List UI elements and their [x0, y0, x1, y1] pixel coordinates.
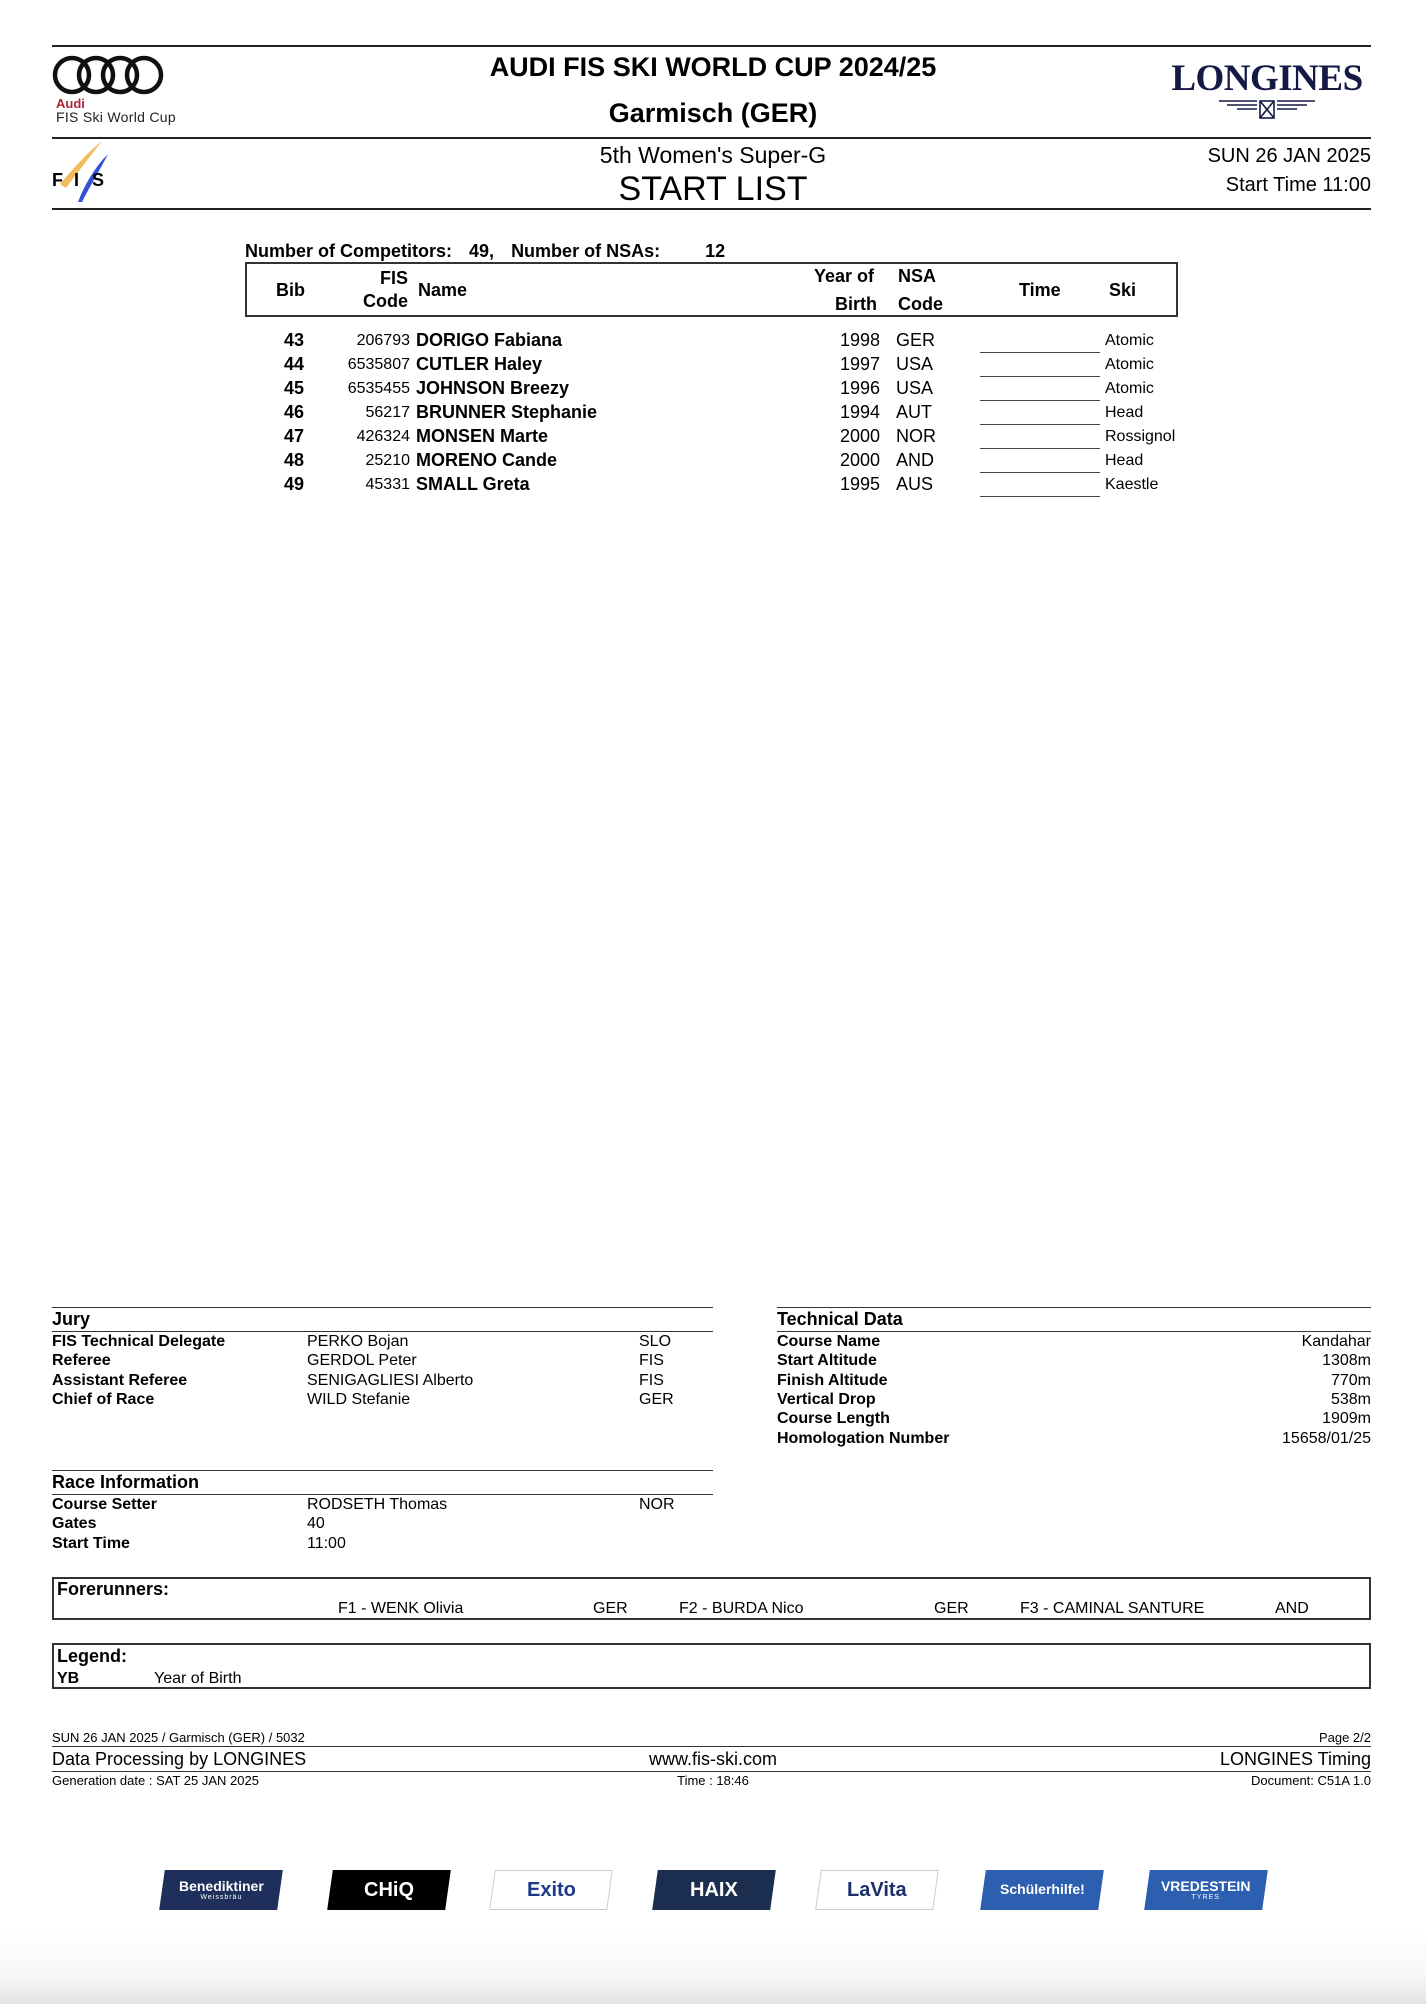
footer-generation-date: Generation date : SAT 25 JAN 2025: [52, 1773, 259, 1788]
event-date: SUN 26 JAN 2025: [1207, 145, 1371, 167]
forerunner-2-name: F2 - BURDA Nico: [679, 1600, 804, 1617]
ski-brand: Head: [1105, 452, 1144, 469]
audi-world-cup-text: FIS Ski World Cup: [56, 109, 176, 125]
footer-generation-time: Time : 18:46: [677, 1773, 749, 1788]
bib-number: 45: [283, 378, 305, 398]
header-top-rule: [52, 45, 1371, 47]
legend-title: Legend:: [57, 1646, 127, 1666]
col-header-ski: Ski: [1109, 280, 1137, 300]
ski-brand: Atomic: [1105, 380, 1154, 397]
forerunner-1-nation: GER: [593, 1600, 628, 1617]
competitor-name: SMALL Greta: [416, 474, 530, 494]
header-mid-rule: [52, 137, 1371, 139]
bib-number: 43: [283, 330, 305, 350]
jury-member-nation: FIS: [639, 1352, 664, 1370]
footer-website-link[interactable]: www.fis-ski.com: [648, 1749, 777, 1769]
sponsor-logo-benediktiner: [159, 1870, 283, 1910]
year-of-birth: 1994: [839, 402, 880, 422]
year-of-birth: 1995: [839, 474, 880, 494]
sponsor-name: Exito: [526, 1879, 576, 1901]
list-type-title: START LIST: [618, 170, 808, 208]
fis-code: 206793: [356, 332, 410, 349]
fis-code: 6535807: [347, 356, 410, 373]
fis-letter-s: S: [92, 170, 105, 190]
bib-number: 47: [283, 426, 305, 446]
fis-letter-f: F: [52, 170, 63, 190]
sponsor-name: VREDESTEIN: [1161, 1877, 1251, 1894]
col-header-yob-line1: Year of: [814, 266, 875, 286]
nsa-code: AUS: [896, 474, 934, 494]
fis-code: 6535455: [347, 380, 410, 397]
nsas-value: 12: [705, 241, 726, 261]
jury-role: FIS Technical Delegate: [52, 1333, 226, 1350]
technical-data-value: 1909m: [1322, 1410, 1371, 1428]
sponsor-logo-lavita: [815, 1870, 939, 1910]
race-info-label: Course Setter: [52, 1496, 157, 1513]
event-name: 5th Women's Super-G: [599, 142, 827, 168]
jury-member-name: WILD Stefanie: [307, 1390, 411, 1408]
footer-timing: LONGINES Timing: [1219, 1749, 1371, 1769]
ski-brand: Atomic: [1105, 356, 1154, 373]
nsas-label: Number of NSAs:: [511, 241, 661, 261]
competitor-summary: [245, 241, 725, 262]
year-of-birth: 1997: [839, 354, 880, 374]
year-of-birth: 2000: [839, 450, 880, 470]
legend-box: [52, 1643, 1371, 1689]
technical-data-title: Technical Data: [777, 1309, 903, 1329]
fis-code: 25210: [365, 452, 410, 469]
race-info-label: Start Time: [52, 1534, 130, 1552]
time-entry-line: [980, 496, 1100, 497]
year-of-birth: 1996: [839, 378, 880, 398]
technical-data-value: Kandahar: [1301, 1333, 1371, 1350]
sponsor-name: CHiQ: [364, 1879, 414, 1901]
col-header-fis-code-line1: FIS: [380, 268, 409, 288]
technical-data-label: Course Length: [777, 1410, 890, 1428]
fis-code: 45331: [365, 476, 410, 493]
ski-brand: Kaestle: [1105, 476, 1159, 493]
col-header-bib: Bib: [276, 280, 305, 300]
competitor-name: JOHNSON Breezy: [416, 378, 570, 398]
race-info-value: 11:00: [307, 1534, 346, 1552]
longines-winged-hourglass-icon: [1167, 98, 1367, 120]
jury-member-name: GERDOL Peter: [307, 1352, 417, 1370]
audi-brand-text: Audi: [56, 96, 85, 111]
sponsor-logo-sch-lerhilfe: [980, 1870, 1104, 1910]
col-header-yob-line2: Birth: [835, 294, 877, 314]
bib-number: 44: [283, 354, 305, 374]
col-header-nsa-line2: Code: [898, 294, 943, 314]
sponsor-logo-chiq: [327, 1870, 451, 1910]
technical-data-label: Course Name: [777, 1333, 881, 1350]
time-entry-line: [980, 352, 1100, 353]
jury-member-nation: GER: [639, 1390, 674, 1408]
nsa-code: USA: [896, 354, 934, 374]
race-info-value: RODSETH Thomas: [307, 1496, 448, 1513]
footer-page-number: Page 2/2: [1318, 1730, 1371, 1745]
longines-wordmark: LONGINES: [1171, 58, 1363, 99]
technical-data-value: 770m: [1330, 1371, 1371, 1389]
fis-letter-i: I: [74, 170, 80, 190]
fis-code: 56217: [365, 404, 410, 421]
event-series-title: AUDI FIS SKI WORLD CUP 2024/25: [489, 52, 937, 82]
race-info-top-rule: [52, 1470, 713, 1471]
col-header-nsa-line1: NSA: [898, 266, 937, 286]
sponsor-logo-haix: [652, 1870, 776, 1910]
sponsor-name: Benediktiner: [178, 1877, 264, 1894]
time-entry-line: [980, 400, 1100, 401]
footer-data-processing: Data Processing by LONGINES: [52, 1749, 307, 1769]
ski-brand: Atomic: [1105, 332, 1154, 349]
technical-data-heading-rule: [777, 1331, 1371, 1332]
sponsor-subtitle: Weissbräu: [200, 1894, 242, 1902]
technical-data-label: Vertical Drop: [777, 1390, 876, 1408]
technical-data-label: Finish Altitude: [777, 1371, 888, 1389]
forerunners-title: Forerunners:: [57, 1579, 170, 1599]
ski-brand: Rossignol: [1105, 428, 1176, 445]
col-header-fis-code-line2: Code: [363, 291, 408, 311]
jury-member-nation: FIS: [639, 1371, 664, 1389]
time-entry-line: [980, 472, 1100, 473]
jury-member-name: PERKO Bojan: [307, 1333, 409, 1350]
nsa-code: GER: [896, 330, 936, 350]
bib-number: 48: [283, 450, 305, 470]
technical-data-top-rule: [777, 1307, 1371, 1308]
year-of-birth: 2000: [839, 426, 880, 446]
longines-logo: [1167, 60, 1367, 122]
forerunner-3-name: F3 - CAMINAL SANTURE: [1020, 1600, 1205, 1617]
technical-data-label: Homologation Number: [777, 1429, 950, 1447]
sponsor-name: Schülerhilfe!: [999, 1881, 1085, 1898]
time-entry-line: [980, 424, 1100, 425]
jury-role: Assistant Referee: [52, 1371, 188, 1389]
nsa-code: USA: [896, 378, 934, 398]
forerunner-1-name: F1 - WENK Olivia: [338, 1600, 464, 1617]
forerunner-3-nation: AND: [1275, 1600, 1309, 1617]
footer-reference: SUN 26 JAN 2025 / Garmisch (GER) / 5032: [52, 1730, 305, 1745]
competitor-name: DORIGO Fabiana: [416, 330, 563, 350]
technical-data-value: 15658/01/25: [1282, 1429, 1371, 1447]
race-info-title: Race Information: [52, 1472, 200, 1492]
bib-number: 49: [283, 474, 305, 494]
nsa-code: AUT: [896, 402, 932, 422]
header-bottom-rule: [52, 208, 1371, 210]
competitor-name: MONSEN Marte: [416, 426, 549, 446]
jury-top-rule: [52, 1307, 713, 1308]
race-info-value: 40: [307, 1515, 325, 1533]
technical-data-label: Start Altitude: [777, 1352, 877, 1370]
jury-member-nation: SLO: [639, 1333, 672, 1350]
ski-brand: Head: [1105, 404, 1144, 421]
jury-role: Referee: [52, 1352, 111, 1370]
bib-number: 46: [283, 402, 305, 422]
legend-abbr: YB: [57, 1670, 80, 1687]
event-location: Garmisch (GER): [608, 98, 818, 128]
technical-data-value: 538m: [1330, 1390, 1371, 1408]
race-info-nation: NOR: [639, 1496, 675, 1513]
footer-rule-bottom: [52, 1771, 1371, 1772]
sponsor-name: HAIX: [690, 1879, 738, 1901]
nsa-code: NOR: [896, 426, 936, 446]
footer-rule-top: [52, 1746, 1371, 1747]
jury-member-name: SENIGAGLIESI Alberto: [307, 1371, 474, 1389]
time-entry-line: [980, 448, 1100, 449]
jury-title: Jury: [52, 1309, 91, 1329]
footer-document-id: Document: C51A 1.0: [1251, 1773, 1371, 1788]
competitors-value: 49,: [469, 241, 495, 261]
fis-code: 426324: [356, 428, 410, 445]
event-start-time: Start Time 11:00: [1225, 174, 1371, 196]
sponsor-subtitle: TYRES: [1191, 1894, 1221, 1902]
race-info-label: Gates: [52, 1515, 97, 1533]
sponsor-logo-exito: [489, 1870, 613, 1910]
competitor-name: MORENO Cande: [416, 450, 558, 470]
competitor-name: BRUNNER Stephanie: [416, 402, 598, 422]
nsa-code: AND: [896, 450, 935, 470]
technical-data-value: 1308m: [1322, 1352, 1371, 1370]
col-header-name: Name: [418, 280, 468, 300]
col-header-time: Time: [1019, 280, 1061, 300]
legend-meaning: Year of Birth: [154, 1670, 242, 1687]
competitor-name: CUTLER Haley: [416, 354, 543, 374]
competitors-label: Number of Competitors:: [245, 241, 452, 261]
sponsor-name: LaVita: [847, 1879, 907, 1901]
sponsor-logo-vredestein: [1144, 1870, 1268, 1910]
race-info-heading-rule: [52, 1494, 713, 1495]
forerunner-2-nation: GER: [934, 1600, 969, 1617]
time-entry-line: [980, 376, 1100, 377]
jury-role: Chief of Race: [52, 1390, 155, 1408]
jury-heading-rule: [52, 1331, 713, 1332]
year-of-birth: 1998: [839, 330, 880, 350]
